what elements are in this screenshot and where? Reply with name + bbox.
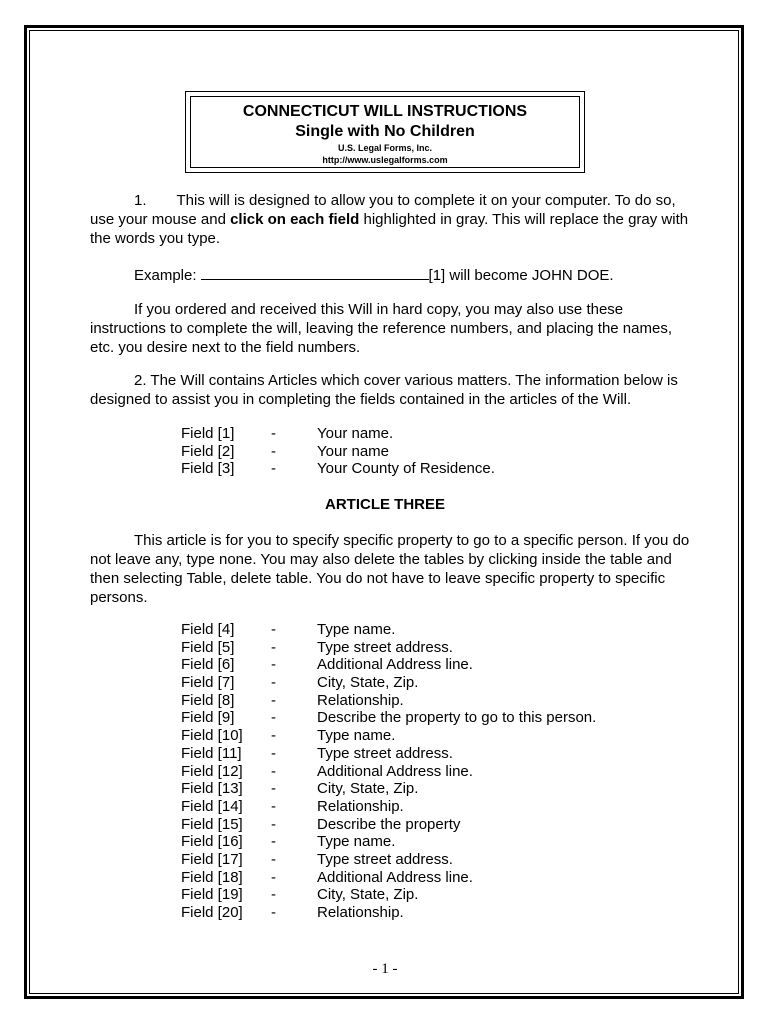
field-dash: - [271,727,276,745]
example-blank-field [201,264,429,280]
field-description: Your name. [317,425,394,442]
article-three-paragraph [90,531,690,607]
field-label: Field [14] [181,797,243,815]
field-dash: - [271,425,276,442]
field-description: Describe the property [317,815,461,833]
field-description: Type street address. [317,638,453,656]
field-description: Type name. [317,621,396,638]
field-label: Field [5] [181,638,235,656]
field-dash: - [271,762,276,780]
field-dash: - [271,904,276,921]
field-label: Field [19] [181,886,243,904]
paragraph-2 [90,371,690,409]
title-box [190,96,580,168]
field-description: Relationship. [317,691,404,709]
example-label: Example: [134,267,197,284]
field-label: Field [16] [181,833,243,851]
field-dash: - [271,691,276,709]
field-label: Field [8] [181,691,235,709]
field-dash: - [271,460,276,478]
field-dash: - [271,850,276,868]
field-dash: - [271,709,276,727]
field-description: Describe the property to go to this person. [317,709,597,727]
field-label: Field [2] [181,442,235,460]
article-three-text: This article is for you to specify specific property to go to a specific person. If you do not leave any, type none. You may also delete the tables by clicking inside the table and then selecting Table, delete table. You do not have to leave specific property to specific persons. [90,532,690,606]
document-title: CONNECTICUT WILL INSTRUCTIONS [242,103,528,120]
field-label: Field [17] [181,850,243,868]
field-dash: - [271,833,276,851]
field-description: Additional Address line. [317,656,473,674]
field-label: Field [11] [181,744,242,762]
paragraph-1-text-a: This will is designed to allow you to complete it on your computer. To do so, use your mouse and [90,192,676,228]
field-label: Field [6] [181,656,235,674]
field-label: Field [3] [181,460,235,478]
field-description: Type street address. [317,850,453,868]
paragraph-1-number: 1. [134,192,147,209]
paragraph-1 [90,191,690,248]
field-description: Your County of Residence. [317,460,495,478]
paragraph-hardcopy-text: If you ordered and received this Will in hard copy, you may also use these instructions to complete the will, leaving the reference numbers, and placing the names, etc. you desire next to the field numbers. [90,301,672,356]
field-description: Type street address. [317,744,453,762]
page-number: - 1 - [372,961,398,977]
field-dash: - [271,674,276,692]
field-label: Field [10] [181,727,243,745]
field-dash: - [271,744,276,762]
field-label: Field [12] [181,762,243,780]
field-description: Your name [317,442,389,460]
field-label: Field [7] [181,674,235,692]
field-label: Field [13] [181,780,243,798]
paragraph-1-text-b: highlighted in gray. This will replace the gray with the words you type. [90,211,689,247]
company-name: U.S. Legal Forms, Inc. [337,143,433,153]
article-three-heading: ARTICLE THREE [325,496,445,513]
example-suffix: [1] will become JOHN DOE. [428,267,614,284]
field-label: Field [9] [181,709,235,727]
company-url: http://www.uslegalforms.com [322,155,448,165]
field-dash: - [271,656,276,674]
field-label: Field [18] [181,868,243,886]
field-dash: - [271,815,276,833]
field-description: Relationship. [317,797,404,815]
document-subtitle: Single with No Children [295,123,475,140]
field-description: Type name. [317,727,396,745]
field-label: Field [1] [181,425,235,442]
field-dash: - [271,621,276,638]
example-line [90,264,690,285]
field-label: Field [4] [181,621,235,638]
field-description: City, State, Zip. [317,886,419,904]
field-description: City, State, Zip. [317,780,419,798]
field-dash: - [271,442,276,460]
field-dash: - [271,638,276,656]
field-description: Relationship. [317,904,404,921]
field-dash: - [271,868,276,886]
field-label: Field [15] [181,815,243,833]
field-dash: - [271,886,276,904]
paragraph-1-bold: click on each field [230,211,360,228]
paragraph-hardcopy [90,300,690,357]
field-description: Type name. [317,833,396,851]
field-label: Field [20] [181,904,243,921]
field-description: Additional Address line. [317,868,473,886]
field-description: City, State, Zip. [317,674,419,692]
paragraph-2-text: 2. The Will contains Articles which cover various matters. The information below is designed to assist you in completing the fields contained in the articles of the Will. [90,372,678,408]
field-dash: - [271,780,276,798]
field-description: Additional Address line. [317,762,473,780]
field-dash: - [271,797,276,815]
